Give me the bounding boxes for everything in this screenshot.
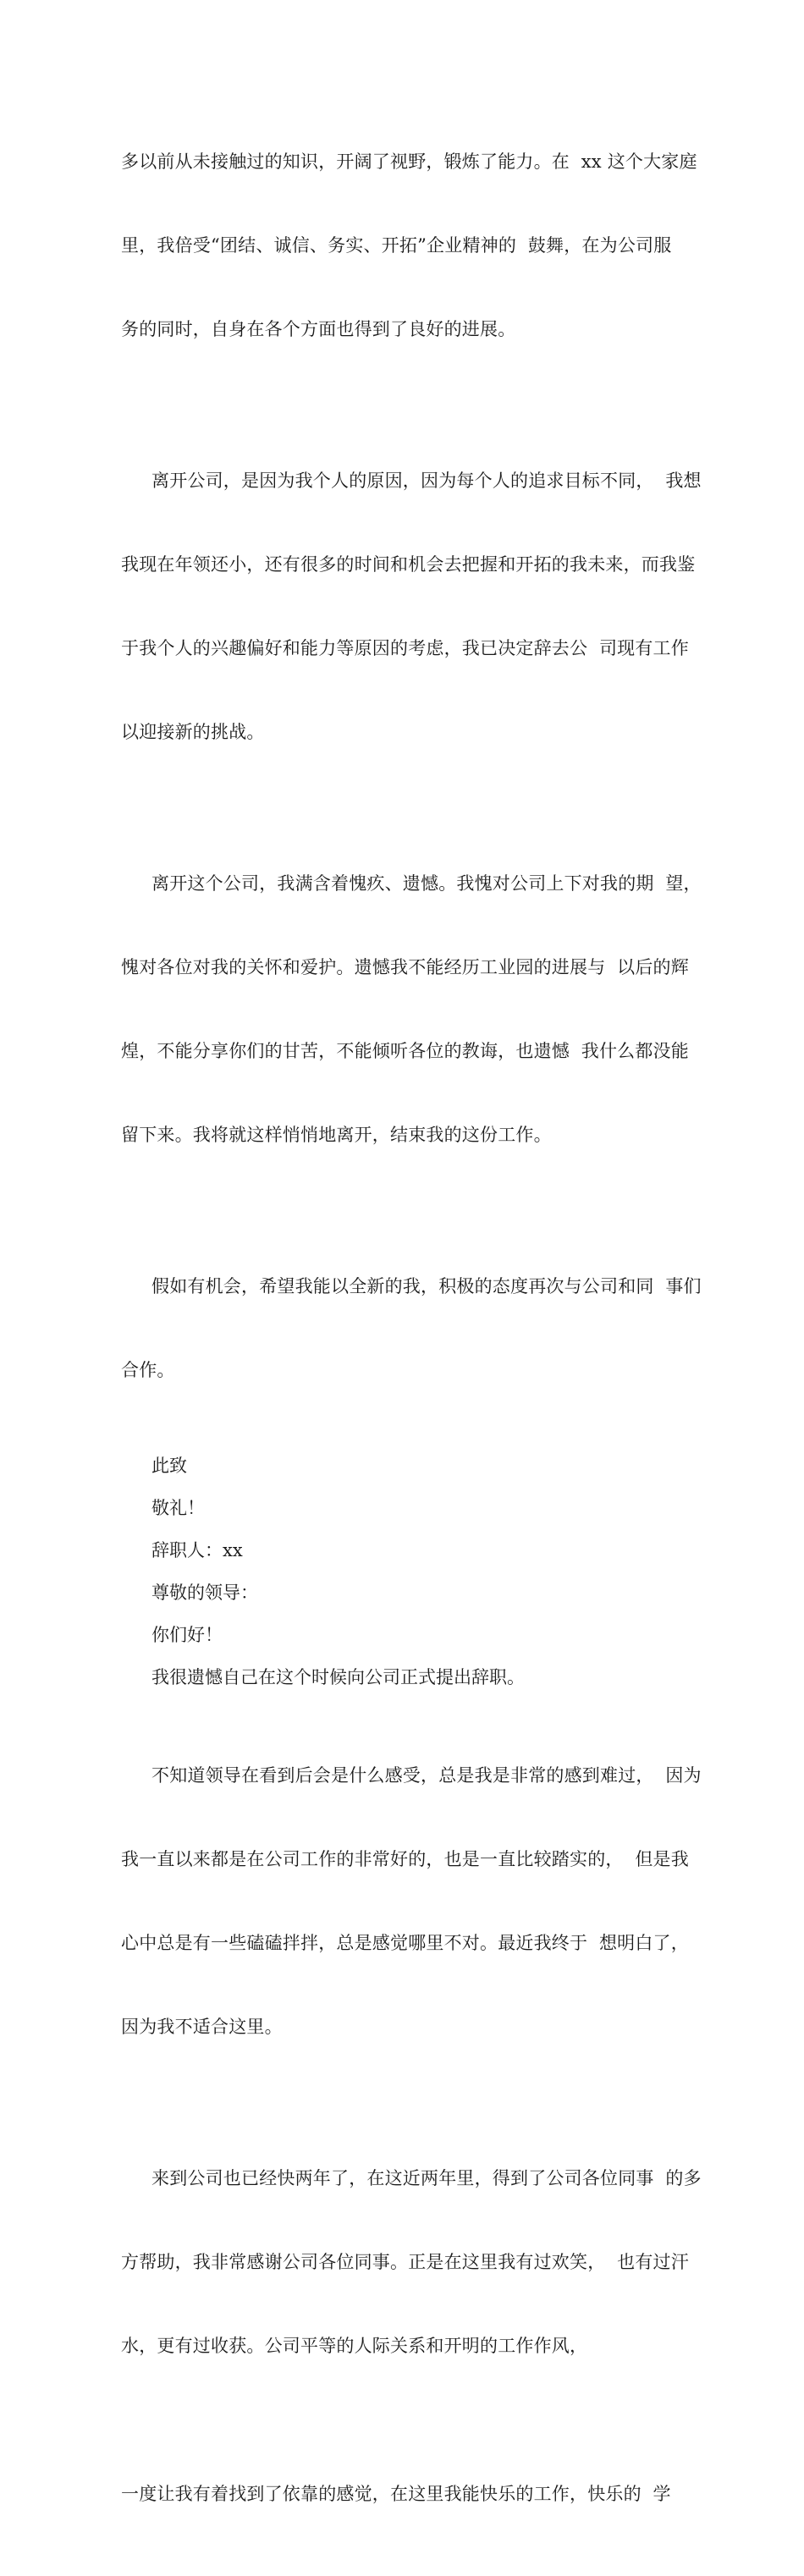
text-line: 离开公司，是因为我个人的原因，因为每个人的追求目标不同， 我想 <box>151 471 702 491</box>
text-line: 来到公司也已经快两年了，在这近两年里，得到了公司各位同事 的多 <box>151 2168 702 2188</box>
document-body <box>121 92 702 2576</box>
text-line: 我现在年领还小，还有很多的时间和机会去把握和开拓的我未来，而我鉴 <box>121 554 696 575</box>
text-line: 不知道领导在看到后会是什么感受，总是我是非常的感到难过， 因为 <box>151 1765 702 1786</box>
paragraph-leaving-reason <box>121 411 702 802</box>
text-line: 合作。 <box>121 1360 175 1380</box>
paragraph-continuation <box>121 92 702 399</box>
closing-ci-zhi: 此致 <box>151 1456 187 1476</box>
text-line: 假如有机会，希望我能以全新的我，积极的态度再次与公司和同 事们 <box>151 1276 702 1296</box>
salutation-line: 尊敬的领导： <box>151 1582 258 1603</box>
greeting-line: 你们好！ <box>151 1625 223 1645</box>
paragraph-feelings <box>121 1706 702 2097</box>
text-line: 留下来。我将就这样悄悄地离开，结束我的这份工作。 <box>121 1125 552 1145</box>
text-line: 多以前从未接触过的知识，开阔了视野，锻炼了能力。在 xx 这个大家庭 <box>121 151 697 172</box>
text-line: 愧对各位对我的关怀和爱护。遗憾我不能经历工业园的进展与 以后的辉 <box>121 957 689 977</box>
text-line: 方帮助，我非常感谢公司各位同事。正是在这里我有过欢笑， 也有过汗 <box>121 2252 689 2272</box>
signer-line: 辞职人：xx <box>151 1540 243 1560</box>
paragraph-regret <box>121 814 702 1205</box>
text-line: 水，更有过收获。公司平等的人际关系和开明的工作作风， <box>121 2336 588 2356</box>
text-line: 煌，不能分享你们的甘苦，不能倾听各位的教诲，也遗憾 我什么都没能 <box>121 1041 689 1061</box>
text-line: 因为我不适合这里。 <box>121 2017 283 2037</box>
paragraph-last-line <box>121 2425 702 2564</box>
text-line: 以迎接新的挑战。 <box>121 722 265 742</box>
text-line: 心中总是有一些磕磕拌拌，总是感觉哪里不对。最近我终于 想明白了， <box>121 1933 689 1953</box>
opening-line: 我很遗憾自己在这个时候向公司正式提出辞职。 <box>151 1667 525 1687</box>
text-line: 一度让我有着找到了依靠的感觉，在这里我能快乐的工作，快乐的 学 <box>121 2484 671 2504</box>
closing-jing-li: 敬礼！ <box>151 1498 205 1518</box>
paragraph-future-cooperation <box>121 1217 702 1440</box>
text-line: 离开这个公司，我满含着愧疚、遗憾。我愧对公司上下对我的期 望， <box>151 873 702 894</box>
text-line: 里，我倍受“团结、诚信、务实、开拓”企业精神的 鼓舞，在为公司服 <box>121 235 672 256</box>
text-line: 于我个人的兴趣偏好和能力等原因的考虑，我已决定辞去公 司现有工作 <box>121 638 689 658</box>
text-line: 我一直以来都是在公司工作的非常好的，也是一直比较踏实的， 但是我 <box>121 1849 689 1869</box>
text-line: 务的同时，自身在各个方面也得到了良好的进展。 <box>121 319 516 339</box>
paragraph-gratitude <box>121 2109 702 2416</box>
